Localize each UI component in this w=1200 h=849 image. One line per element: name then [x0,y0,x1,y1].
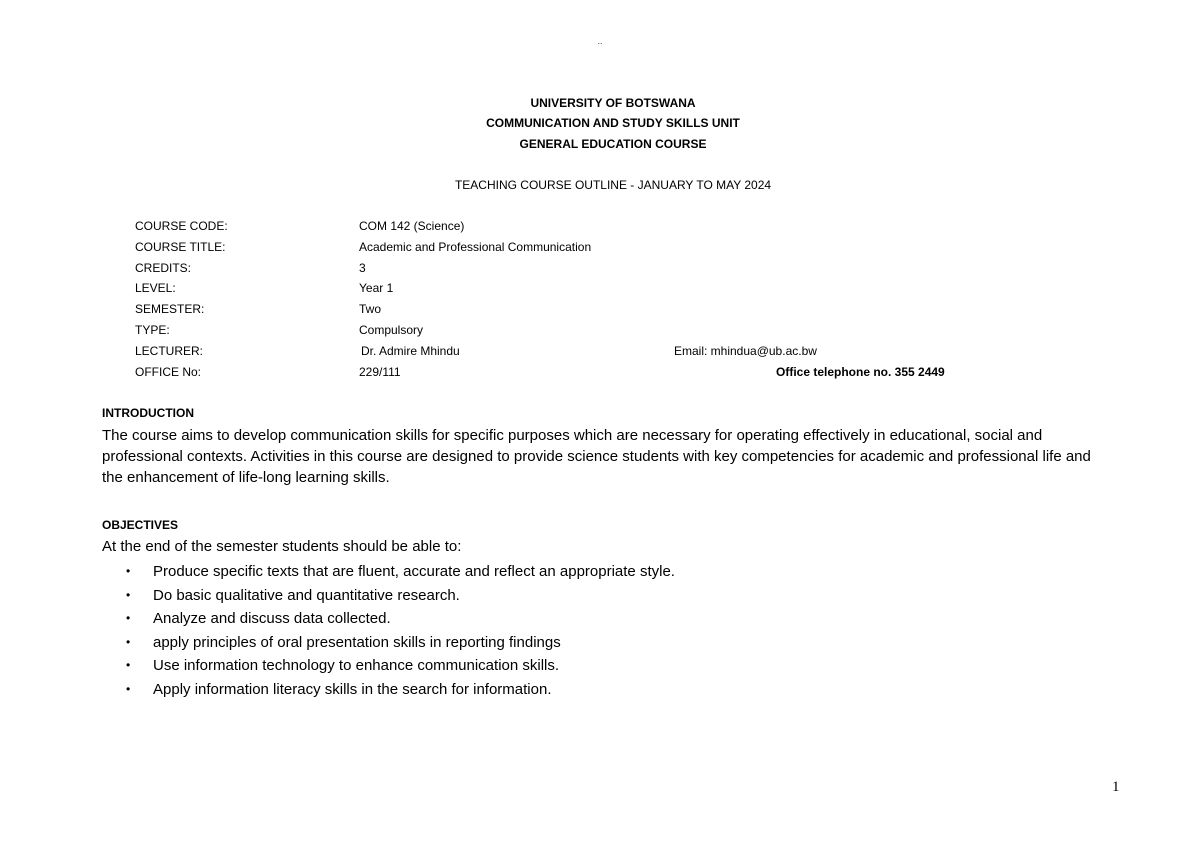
info-row-lecturer [0,344,1200,364]
objective-text: Use information technology to enhance communication skills. [153,657,560,674]
info-row-course-title [0,240,1200,260]
objective-text: apply principles of oral presentation skills in reporting findings [153,633,561,651]
info-label: LEVEL: [135,281,176,295]
bullet-icon: • [126,658,131,672]
list-item [102,631,675,655]
info-row-course-code [0,219,1200,239]
introduction-heading: INTRODUCTION [102,406,194,420]
info-label: TYPE: [135,323,170,337]
info-value: Academic and Professional Communication [359,240,592,254]
info-label: SEMESTER: [135,302,205,316]
info-label: LECTURER: [135,344,204,358]
info-row-level [0,281,1200,301]
objectives-heading: OBJECTIVES [102,518,179,532]
info-row-credits [0,261,1200,281]
info-label: OFFICE No: [135,365,202,379]
bullet-icon: • [126,634,131,649]
lecturer-email: Email: mhindua@ub.ac.bw [674,344,817,358]
list-item [102,654,675,678]
list-item [102,678,675,702]
info-value: Two [359,302,382,316]
course-category: GENERAL EDUCATION COURSE [519,137,707,151]
info-value: Year 1 [359,281,394,295]
objectives-list [102,560,675,701]
bullet-icon: • [126,611,131,625]
info-value: 229/111 [359,365,401,379]
info-label: COURSE TITLE: [135,240,226,254]
info-value: Compulsory [359,323,424,337]
info-value: COM 142 (Science) [359,219,465,233]
objective-text: Produce specific texts that are fluent, accurate and reflect an appropriate style. [153,563,675,580]
objectives-intro: At the end of the semester students should be able to: [102,538,462,555]
office-telephone: Office telephone no. 355 2449 [776,365,945,379]
info-label: COURSE CODE: [135,219,228,233]
university-name: UNIVERSITY OF BOTSWANA [530,96,696,110]
objective-text: Analyze and discuss data collected. [153,610,391,627]
header-mark: .. [597,36,603,46]
outline-title: TEACHING COURSE OUTLINE - JANUARY TO MAY 2024 [454,178,772,192]
bullet-icon: • [126,564,131,578]
list-item [102,607,675,631]
page-number: 1 [1112,779,1120,795]
info-row-semester [0,302,1200,322]
info-row-type [0,323,1200,343]
list-item [102,560,675,584]
info-label: CREDITS: [135,261,192,275]
bullet-icon: • [126,587,131,602]
bullet-icon: • [126,681,131,696]
info-value: 3 [359,261,366,275]
introduction-body: The course aims to develop communication skills for specific purposes which are necessary for operating effectively in educational, social and professional contexts. Activities in this course are designed to provide science students with key competencies for academic and professional life and the enhancement of life-long learning skills. [102,427,1091,486]
list-item [102,584,675,608]
objective-text: Do basic qualitative and quantitative research. [153,586,460,604]
objective-text: Apply information literacy skills in the search for information. [153,680,552,698]
info-row-office [0,365,1200,385]
info-value: Dr. Admire Mhindu [361,344,460,358]
unit-name: COMMUNICATION AND STUDY SKILLS UNIT [486,116,740,130]
